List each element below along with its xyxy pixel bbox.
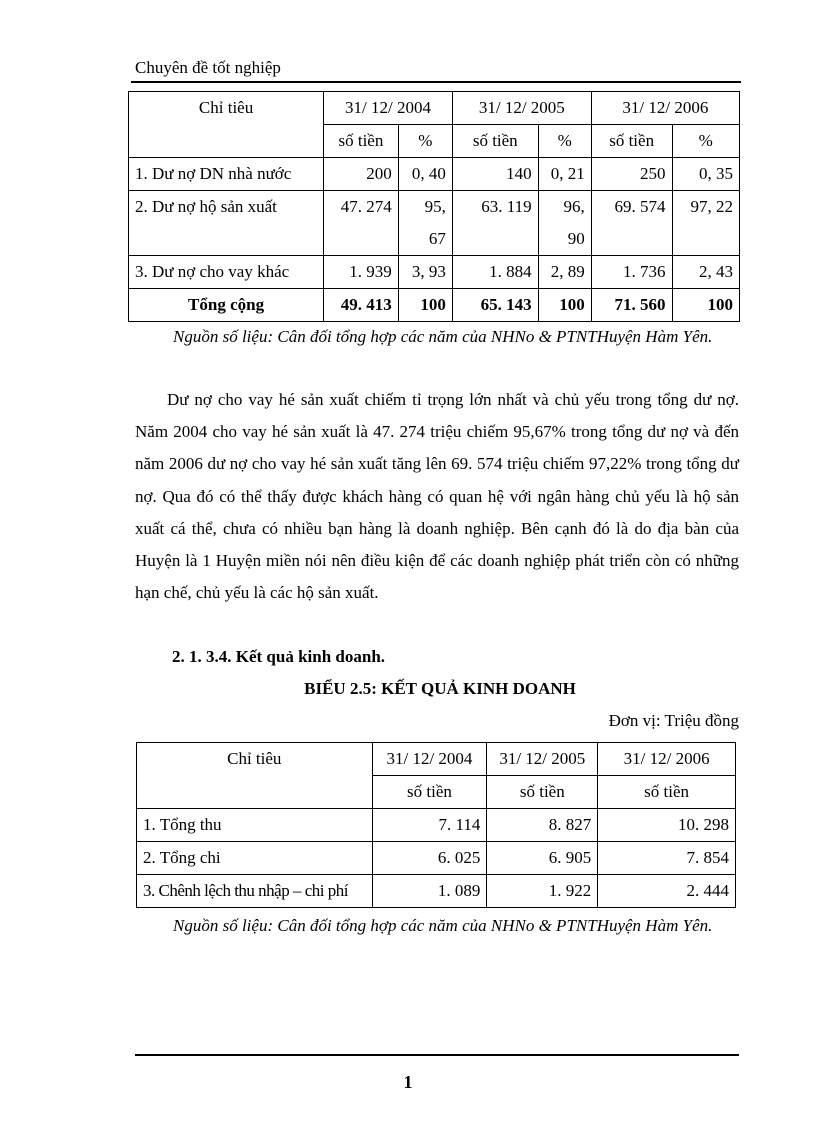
table-row bbox=[137, 809, 736, 842]
cell-percent: 3, 93 bbox=[398, 256, 452, 289]
cell-amount: 65. 143 bbox=[452, 289, 538, 322]
cell-amount: 1. 939 bbox=[324, 256, 399, 289]
cell-amount: 71. 560 bbox=[591, 289, 672, 322]
cell-percent: 95, 67 bbox=[398, 191, 452, 256]
sub-header-amount: số tiền bbox=[452, 125, 538, 158]
table-row bbox=[129, 256, 740, 289]
cell-amount: 63. 119 bbox=[452, 191, 538, 256]
sub-header-percent: % bbox=[398, 125, 452, 158]
table-row bbox=[129, 158, 740, 191]
col-header-criteria: Chỉ tiêu bbox=[137, 743, 373, 809]
sub-header-amount: số tiền bbox=[598, 776, 736, 809]
cell-percent: 2, 89 bbox=[538, 256, 591, 289]
total-label: Tổng cộng bbox=[129, 289, 324, 322]
cell-amount: 1. 089 bbox=[372, 875, 487, 908]
sub-header-amount: số tiền bbox=[591, 125, 672, 158]
table-total-row bbox=[129, 289, 740, 322]
table-row bbox=[137, 842, 736, 875]
table-row bbox=[129, 191, 740, 256]
sub-header-percent: % bbox=[672, 125, 740, 158]
cell-percent: 100 bbox=[538, 289, 591, 322]
cell-amount: 200 bbox=[324, 158, 399, 191]
section-heading: 2. 1. 3.4. Kết quả kinh doanh. bbox=[172, 647, 386, 666]
outstanding-loans-table bbox=[128, 91, 740, 322]
table2-title: BIỂU 2.5: KẾT QUẢ KINH DOANH bbox=[304, 679, 576, 698]
header-divider bbox=[131, 81, 741, 83]
col-header-2005: 31/ 12/ 2005 bbox=[452, 92, 591, 125]
paragraph-text: Dư nợ cho vay hé sản xuất chiếm tỉ trọng lớn nhất và chủ yếu trong tổng dư nợ. Năm 2004 cho vay hé sản xuất là 47. 274 triệu chiếm 95,67% trong tổng dư nợ và đến năm 2006 dư nợ cho vay hé sản xuất tăng lên 69. 574 triệu chiếm 97,22% trong tổng dư nợ. Qua đó có thể thấy được khách hàng có quan hệ với ngân hàng chủ yếu là hộ sản xuất cá thể, chưa có nhiều bạn hàng là doanh nghiệp. Bên cạnh đó là do địa bàn của Huyện là 1 Huyện miền nói nên điều kiện để các doanh nghiệp phát triển còn có những hạn chế, chủ yếu là các hộ sản xuất. bbox=[135, 390, 739, 603]
row-label: 2. Dư nợ hộ sản xuất bbox=[129, 191, 324, 256]
cell-percent: 0, 40 bbox=[398, 158, 452, 191]
row-label: 3. Dư nợ cho vay khác bbox=[129, 256, 324, 289]
document-header-title: Chuyên đề tốt nghiệp bbox=[135, 58, 281, 77]
cell-amount: 1. 736 bbox=[591, 256, 672, 289]
footer-divider bbox=[135, 1054, 739, 1056]
business-results-table bbox=[136, 742, 736, 908]
cell-amount: 6. 025 bbox=[372, 842, 487, 875]
row-label: 2. Tổng chi bbox=[137, 842, 373, 875]
col-header-2006: 31/ 12/ 2006 bbox=[591, 92, 739, 125]
cell-percent: 0, 35 bbox=[672, 158, 740, 191]
source-note-1: Nguồn số liệu: Cân đối tổng hợp các năm của NHNo & PTNTHuyện Hàm Yên. bbox=[173, 327, 713, 346]
cell-percent: 100 bbox=[672, 289, 740, 322]
sub-header-amount: số tiền bbox=[324, 125, 399, 158]
cell-amount: 250 bbox=[591, 158, 672, 191]
cell-amount: 49. 413 bbox=[324, 289, 399, 322]
cell-amount: 7. 114 bbox=[372, 809, 487, 842]
cell-percent: 100 bbox=[398, 289, 452, 322]
cell-amount: 6. 905 bbox=[487, 842, 598, 875]
cell-amount: 140 bbox=[452, 158, 538, 191]
source-note-2: Nguồn số liệu: Cân đối tổng hợp các năm của NHNo & PTNTHuyện Hàm Yên. bbox=[173, 916, 713, 935]
col-header-2005: 31/ 12/ 2005 bbox=[487, 743, 598, 776]
cell-percent: 96, 90 bbox=[538, 191, 591, 256]
page-number: 1 bbox=[403, 1072, 413, 1092]
cell-amount: 10. 298 bbox=[598, 809, 736, 842]
col-header-2004: 31/ 12/ 2004 bbox=[324, 92, 453, 125]
cell-amount: 69. 574 bbox=[591, 191, 672, 256]
col-header-2004: 31/ 12/ 2004 bbox=[372, 743, 487, 776]
row-label: 3. Chênh lệch thu nhập – chi phí bbox=[137, 875, 373, 908]
cell-amount: 47. 274 bbox=[324, 191, 399, 256]
cell-percent: 2, 43 bbox=[672, 256, 740, 289]
cell-percent: 0, 21 bbox=[538, 158, 591, 191]
sub-header-percent: % bbox=[538, 125, 591, 158]
unit-label: Đơn vị: Triệu đồng bbox=[608, 711, 739, 730]
row-label: 1. Dư nợ DN nhà nước bbox=[129, 158, 324, 191]
body-paragraph bbox=[135, 384, 739, 609]
cell-amount: 1. 922 bbox=[487, 875, 598, 908]
sub-header-amount: số tiền bbox=[372, 776, 487, 809]
cell-percent: 97, 22 bbox=[672, 191, 740, 256]
col-header-2006: 31/ 12/ 2006 bbox=[598, 743, 736, 776]
table-row bbox=[137, 875, 736, 908]
row-label: 1. Tổng thu bbox=[137, 809, 373, 842]
cell-amount: 8. 827 bbox=[487, 809, 598, 842]
sub-header-amount: số tiền bbox=[487, 776, 598, 809]
cell-amount: 1. 884 bbox=[452, 256, 538, 289]
cell-amount: 7. 854 bbox=[598, 842, 736, 875]
cell-amount: 2. 444 bbox=[598, 875, 736, 908]
col-header-criteria: Chỉ tiêu bbox=[129, 92, 324, 158]
